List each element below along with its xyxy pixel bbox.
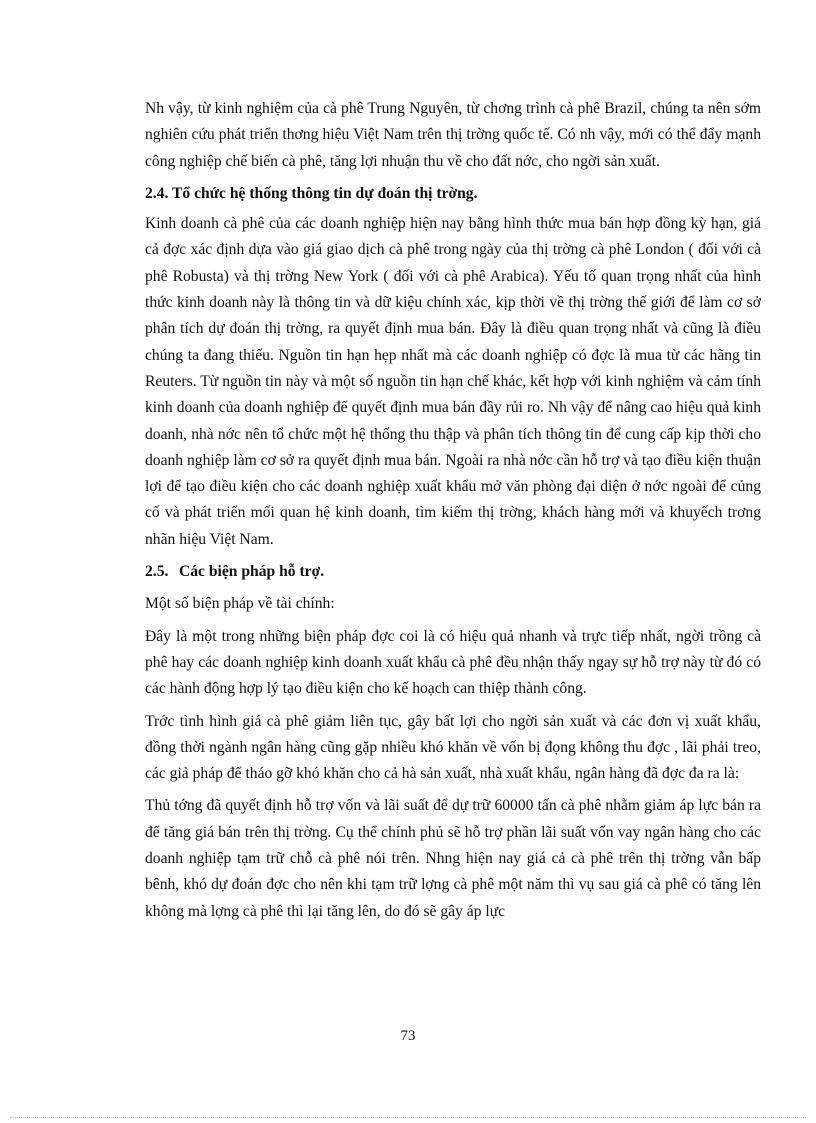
paragraph-effective-measure: Đây là một trong những biện pháp đợc coi là có hiệu quả nhanh và trực tiếp nhất, ngời trồng cà phê hay các doanh nghiệp kinh doanh xuất khẩu cà phê đều nhận thấy ngay sự hỗ trợ này từ đó có các hành động hợp lý tạo điều kiện cho kế hoạch can thiệp thành công. — [145, 627, 761, 698]
paragraph-market-information: Kinh doanh cà phê của các doanh nghiệp hiện nay bằng hình thức mua bán hợp đồng kỳ hạn, giá cả đợc xác định dựa vào giá giao dịch cà phê trong ngày của thị trờng cà phê London ( đối với cà phê Robusta) và thị trờng New York ( đối với cà phê Arabica). Yếu tố quan trọng nhất của hình thức kinh doanh này là thông tin và dữ kiệu chính xác, kịp thời về thị trờng thế giới để làm cơ sở phân tích dự đoán thị trờng, ra quyết định mua bán. Đây là điều quan trọng nhất và cũng là điều chúng ta đang thiếu. Nguồn tin hạn hẹp nhất mà các doanh nghiệp có đợc là mua từ các hãng tin Reuters. Từ nguồn tin này và một số nguồn tin hạn chế khác, kết hợp với kinh nghiệm và cảm tính kinh doanh của doanh nghiệp để quyết định mua bán đầy rủi ro. Nh vậy để nâng cao hiệu quả kinh doanh, nhà nớc nên tổ chức một hệ thống thu thập và phân tích thông tin để cung cấp kịp thời cho doanh nghiệp làm cơ sở ra quyết định mua bán. Ngoài ra nhà nớc cần hỗ trợ và tạo điều kiện thuận lợi để tạo điều kiện cho các doanh nghiệp xuất khẩu mở văn phòng đại diện ở nớc ngoài để củng cố và phát triển mối quan hệ kinh doanh, tìm kiếm thị trờng, khách hàng mới và khuyếch trơng nhãn hiệu Việt Nam. — [145, 215, 761, 548]
section-number: 2.5. — [145, 563, 169, 581]
section-heading-2-4: 2.4. Tổ chức hệ thống thông tin dự đoán thị trờng. — [145, 184, 478, 202]
paragraph-price-situation: Trớc tình hình giá cà phê giảm liên tục, gây bất lợi cho ngời sản xuất và các đơn vị xuất khẩu, đồng thời ngành ngân hàng cũng gặp nhiều khó khăn về vốn bị đọng không thu đợc , lãi phải treo, các giả pháp để tháo gỡ khó khăn cho cả hà sản xuất, nhà xuất khẩu, ngân hàng đã đợc đa ra là: — [145, 712, 761, 783]
section-heading-2-5 — [145, 559, 761, 585]
paragraph-prime-minister-decision: Thủ tớng đã quyết định hỗ trợ vốn và lãi suất để dự trữ 60000 tấn cà phê nhằm giảm áp lực bán ra để tăng giá bán trên thị trờng. Cụ thể chính phủ sẽ hỗ trợ phần lãi suất vốn vay ngân hàng cho các doanh nghiệp tạm trữ chỗ cà phê nói trên. Nhng hiện nay giá cả cà phê trên thị trờng vẫn bấp bênh, khó dự đoán đợc cho nên khi tạm trữ lợng cà phê một năm thì vụ sau giá cà phê có tăng lên không mà lợng cà phê thì lại tăng lên, do đó sẽ gây áp lực — [145, 797, 761, 920]
document-page — [145, 96, 761, 925]
page-bottom-rule — [10, 1117, 806, 1118]
section-title: Các biện pháp hỗ trợ. — [179, 563, 325, 581]
paragraph-intro: Nh vậy, từ kinh nghiệm của cà phê Trung Nguyên, từ chơng trình cà phê Brazil, chúng ta nên sớm nghiên cứu phát triển thơng hiệu Việt Nam trên thị trờng quốc tế. Có nh vậy, mới có thể đẩy mạnh công nghiệp chế biến cà phê, tăng lợi nhuận thu về cho đất nớc, cho ngời sản xuất. — [145, 100, 761, 170]
page-number: 73 — [400, 1028, 416, 1044]
paragraph-financial-measures: Một số biện pháp về tài chính: — [145, 595, 335, 613]
